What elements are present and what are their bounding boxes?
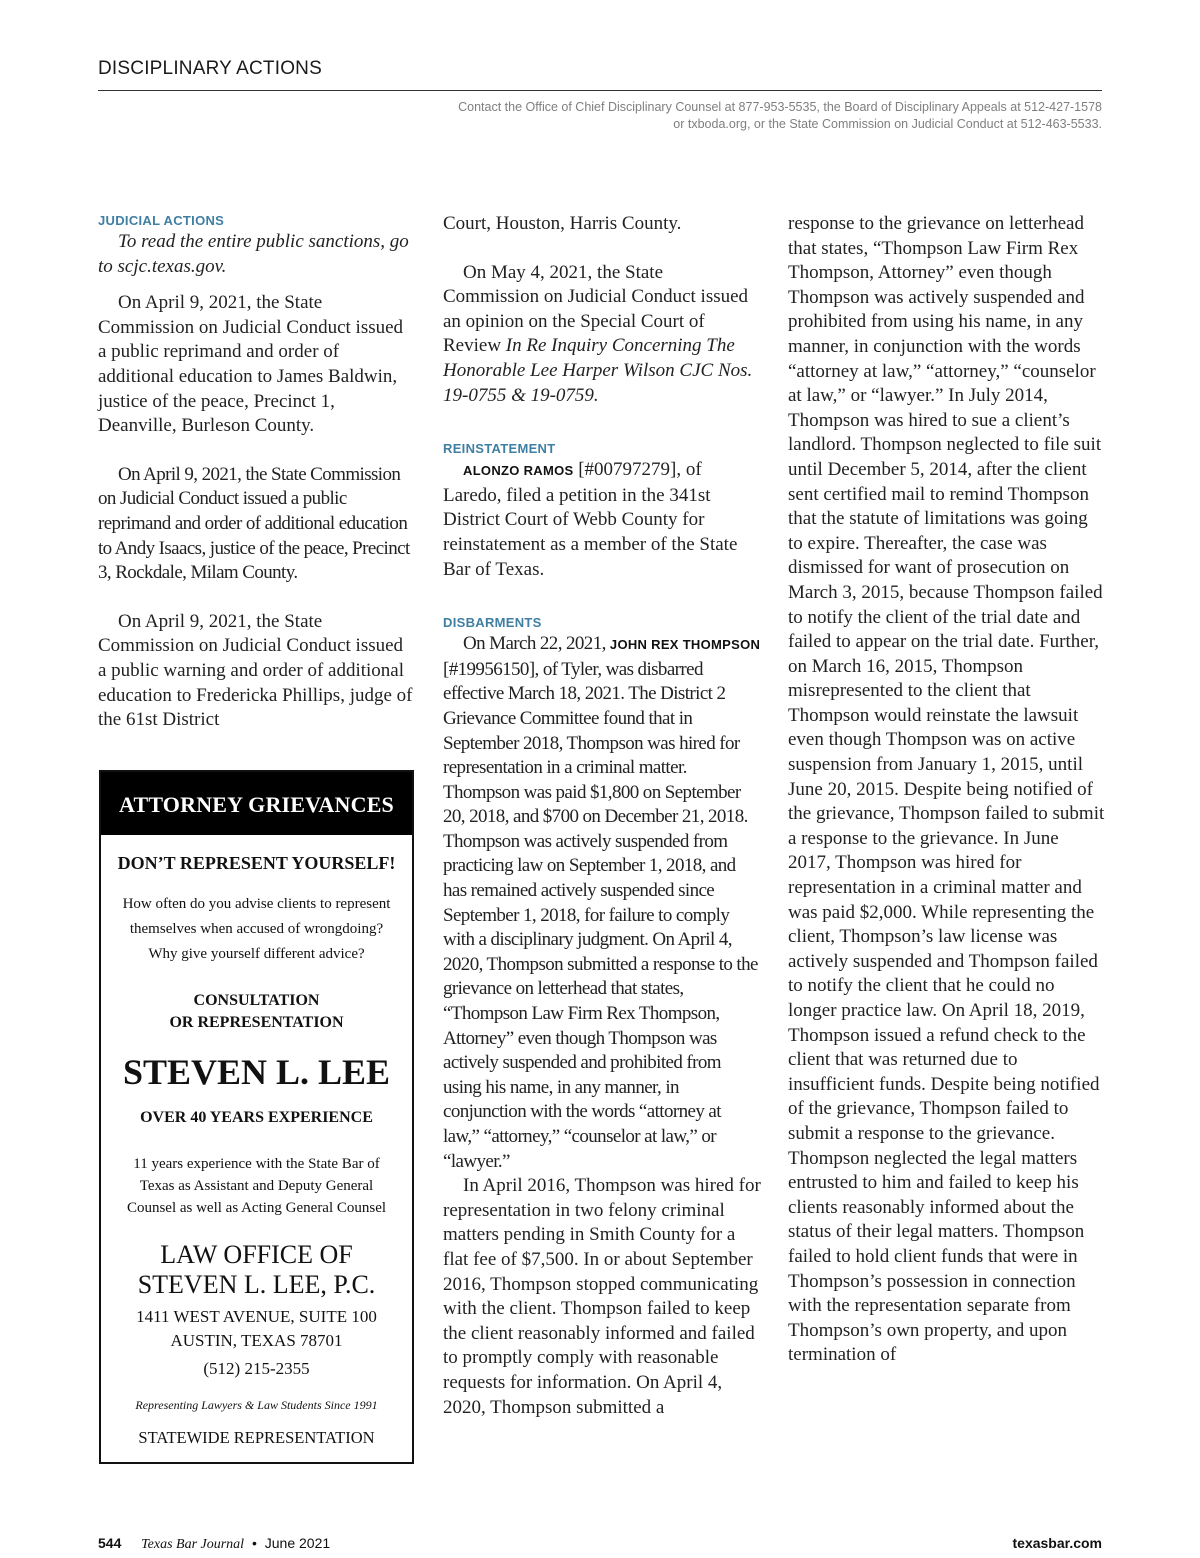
footer bbox=[98, 1535, 1102, 1557]
ad-headline: DON’T REPRESENT YOURSELF! bbox=[117, 853, 396, 873]
ad-bio-line-3: Counsel as well as Acting General Counsel bbox=[126, 1200, 387, 1216]
judicial-intro: To read the entire public sanctions, go to scjc.texas.gov. bbox=[98, 231, 409, 277]
special-court-paragraph bbox=[443, 261, 761, 409]
ad-address-line-1: 1411 WEST AVENUE, SUITE 100 bbox=[136, 1307, 377, 1326]
ad-bio-line-2: Texas as Assistant and Deputy General bbox=[139, 1178, 374, 1194]
col2-continuation: Court, Houston, Harris County. bbox=[443, 213, 682, 234]
ad-service-line-1: CONSULTATION bbox=[193, 992, 320, 1009]
ad-tagline: Representing Lawyers & Law Students Since 1991 bbox=[135, 1398, 378, 1412]
ad-bio bbox=[101, 1153, 412, 1219]
disbarment-lead: On March 22, 2021, bbox=[463, 633, 610, 655]
advertisement-box bbox=[99, 770, 414, 1464]
disbarment-text: [#19956150], of Tyler, was disbarred effective March 18, 2021. The District 2 Grievance Committee found that in September 2018, Thompson was hired for representation in a criminal matter. Thompson was paid $1,800 on September 20, 2018, and $700 on December 21, 2018. Thompson was actively suspended from practicing law on September 1, 2018, and has remained actively suspended since September 1, 2018, for failure to comply with a disciplinary judgment. On April 4, 2020, Thompson submitted a response to the grievance on letterhead that states, “Thompson Law Firm Rex Thompson, Attorney” even though Thompson was actively suspended and prohibited from using his name, in any manner, in conjunction with the words “attorney at law,” “attorney,” “counselor at law,” or “lawyer.” bbox=[443, 658, 758, 1172]
section-title: DISCIPLINARY ACTIONS bbox=[98, 58, 322, 79]
disbarment-name: JOHN REX THOMPSON bbox=[609, 637, 761, 653]
ad-firm bbox=[101, 1240, 412, 1300]
ad-coverage: STATEWIDE REPRESENTATION bbox=[138, 1428, 375, 1447]
ad-address-line-2: AUSTIN, TEXAS 78701 bbox=[170, 1331, 343, 1350]
judicial-paragraph-2: On April 9, 2021, the State Commission on Judicial Conduct issued a public reprimand and order of additional education to Andy Isaacs, justice of the peace, Precinct 3, Rockdale, Milam County. bbox=[98, 463, 410, 584]
ad-question-line-2: themselves when accused of wrongdoing? bbox=[129, 921, 384, 937]
special-court-text: On May 4, 2021, the State Commission on Judicial Conduct issued an opinion on the Special Court of Review bbox=[443, 261, 749, 357]
contact-line-1: Contact the Office of Chief Disciplinary Counsel at 877-953-5535, the Board of Disciplinary Appeals at 512-427-1578 bbox=[458, 100, 1102, 114]
contact-info bbox=[202, 99, 1102, 133]
reinstatement-name: ALONZO RAMOS bbox=[463, 463, 574, 479]
reinstatement-heading: REINSTATEMENT bbox=[443, 441, 556, 457]
journal-name: Texas Bar Journal bbox=[141, 1537, 245, 1552]
special-court-case-title: In Re Inquiry Concerning The Honorable Lee Harper Wilson CJC Nos. 19-0755 & 19-0759. bbox=[443, 335, 753, 406]
col3-continuation: response to the grievance on letterhead that states, “Thompson Law Firm Rex Thompson, Attorney” even though Thompson was actively suspended and prohibited from using his name, in any manner, in conjunction with the words “attorney at law,” “attorney,” “counselor at law,” or “lawyer.” In July 2014, Thompson was hired to sue a client’s landlord. Thompson neglected to file suit until December 5, 2014, after the client sent certified mail to remind Thompson that the statute of limitations was going to expire. Thereafter, the case was dismissed for want of prosecution on March 3, 2015, because Thompson failed to notify the client of the trial date and failed to appear on the trial date. Further, on March 16, 2015, Thompson misrepresented to the client that Thompson would reinstate the lawsuit even though Thompson was on active suspension from January 1, 2015, until June 20, 2015. Despite being notified of the grievance, Thompson failed to submit a response to the grievance. In June 2017, Thompson was hired for representation in a criminal matter and was paid $2,000. While representing the client, Thompson’s law license was actively suspended and Thompson failed to notify the client that he could no longer practice law. On April 18, 2019, Thompson issued a refund check to the client that was returned due to insufficient funds. Despite being notified of the grievance, Thompson failed to submit a response to the grievance. Thompson neglected the legal matters entrusted to him and failed to keep his clients reasonably informed about the status of their legal matters. Thompson failed to hold client funds that were in Thompson’s possession in connection with the representation separate from Thompson’s own property, and upon termination of bbox=[788, 213, 1105, 1366]
april-2016-paragraph: In April 2016, Thompson was hired for representation in two felony criminal matters pending in Smith County for a flat fee of $7,500. In or about September 2016, Thompson stopped communicating with the client. Thompson failed to keep the client reasonably informed and failed to promptly comply with reasonable requests for information. On April 4, 2020, Thompson submitted a bbox=[443, 1175, 761, 1418]
contact-line-2: or txboda.org, or the State Commission on Judicial Conduct at 512-463-5533. bbox=[673, 117, 1102, 131]
disbarment-paragraph bbox=[443, 632, 761, 1174]
ad-firm-line-2: STEVEN L. LEE, P.C. bbox=[137, 1270, 376, 1299]
ad-service-line-2: OR REPRESENTATION bbox=[169, 1014, 344, 1031]
judicial-actions-heading: JUDICIAL ACTIONS bbox=[98, 213, 225, 228]
ad-attorney-name: STEVEN L. LEE bbox=[122, 1052, 391, 1092]
ad-question-line-1: How often do you advise clients to represent bbox=[122, 896, 391, 912]
ad-services bbox=[101, 990, 412, 1034]
issue-date: June 2021 bbox=[264, 1535, 331, 1551]
header-rule bbox=[98, 90, 1102, 91]
footer-bullet: • bbox=[251, 1535, 257, 1551]
reinstatement-paragraph bbox=[443, 458, 761, 582]
column-1 bbox=[98, 212, 416, 733]
ad-experience: OVER 40 YEARS EXPERIENCE bbox=[140, 1109, 373, 1126]
column-3 bbox=[788, 212, 1106, 1368]
ad-question bbox=[101, 892, 412, 967]
reinstatement-text: [#00797279], of Laredo, filed a petition in the 341st District Court of Webb County for reinstatement as a member of the State Bar of Texas. bbox=[443, 459, 738, 580]
judicial-paragraph-1: On April 9, 2021, the State Commission on Judicial Conduct issued a public reprimand and order of additional education to James Baldwin, justice of the peace, Precinct 1, Deanville, Burleson County. bbox=[98, 292, 404, 437]
ad-banner: ATTORNEY GRIEVANCES bbox=[101, 772, 412, 835]
ad-question-line-3: Why give yourself different advice? bbox=[148, 946, 365, 962]
page-number: 544 bbox=[98, 1535, 122, 1551]
ad-address bbox=[101, 1305, 412, 1353]
ad-firm-line-1: LAW OFFICE OF bbox=[160, 1240, 353, 1269]
website[interactable]: texasbar.com bbox=[1012, 1535, 1102, 1551]
disbarments-heading: DISBARMENTS bbox=[443, 615, 542, 631]
column-2 bbox=[443, 212, 761, 1420]
judicial-paragraph-3: On April 9, 2021, the State Commission on Judicial Conduct issued a public warning and order of additional education to Fredericka Phillips, judge of the 61st District bbox=[98, 610, 413, 731]
ad-bio-line-1: 11 years experience with the State Bar of bbox=[133, 1156, 380, 1172]
ad-phone: (512) 215-2355 bbox=[203, 1359, 310, 1378]
